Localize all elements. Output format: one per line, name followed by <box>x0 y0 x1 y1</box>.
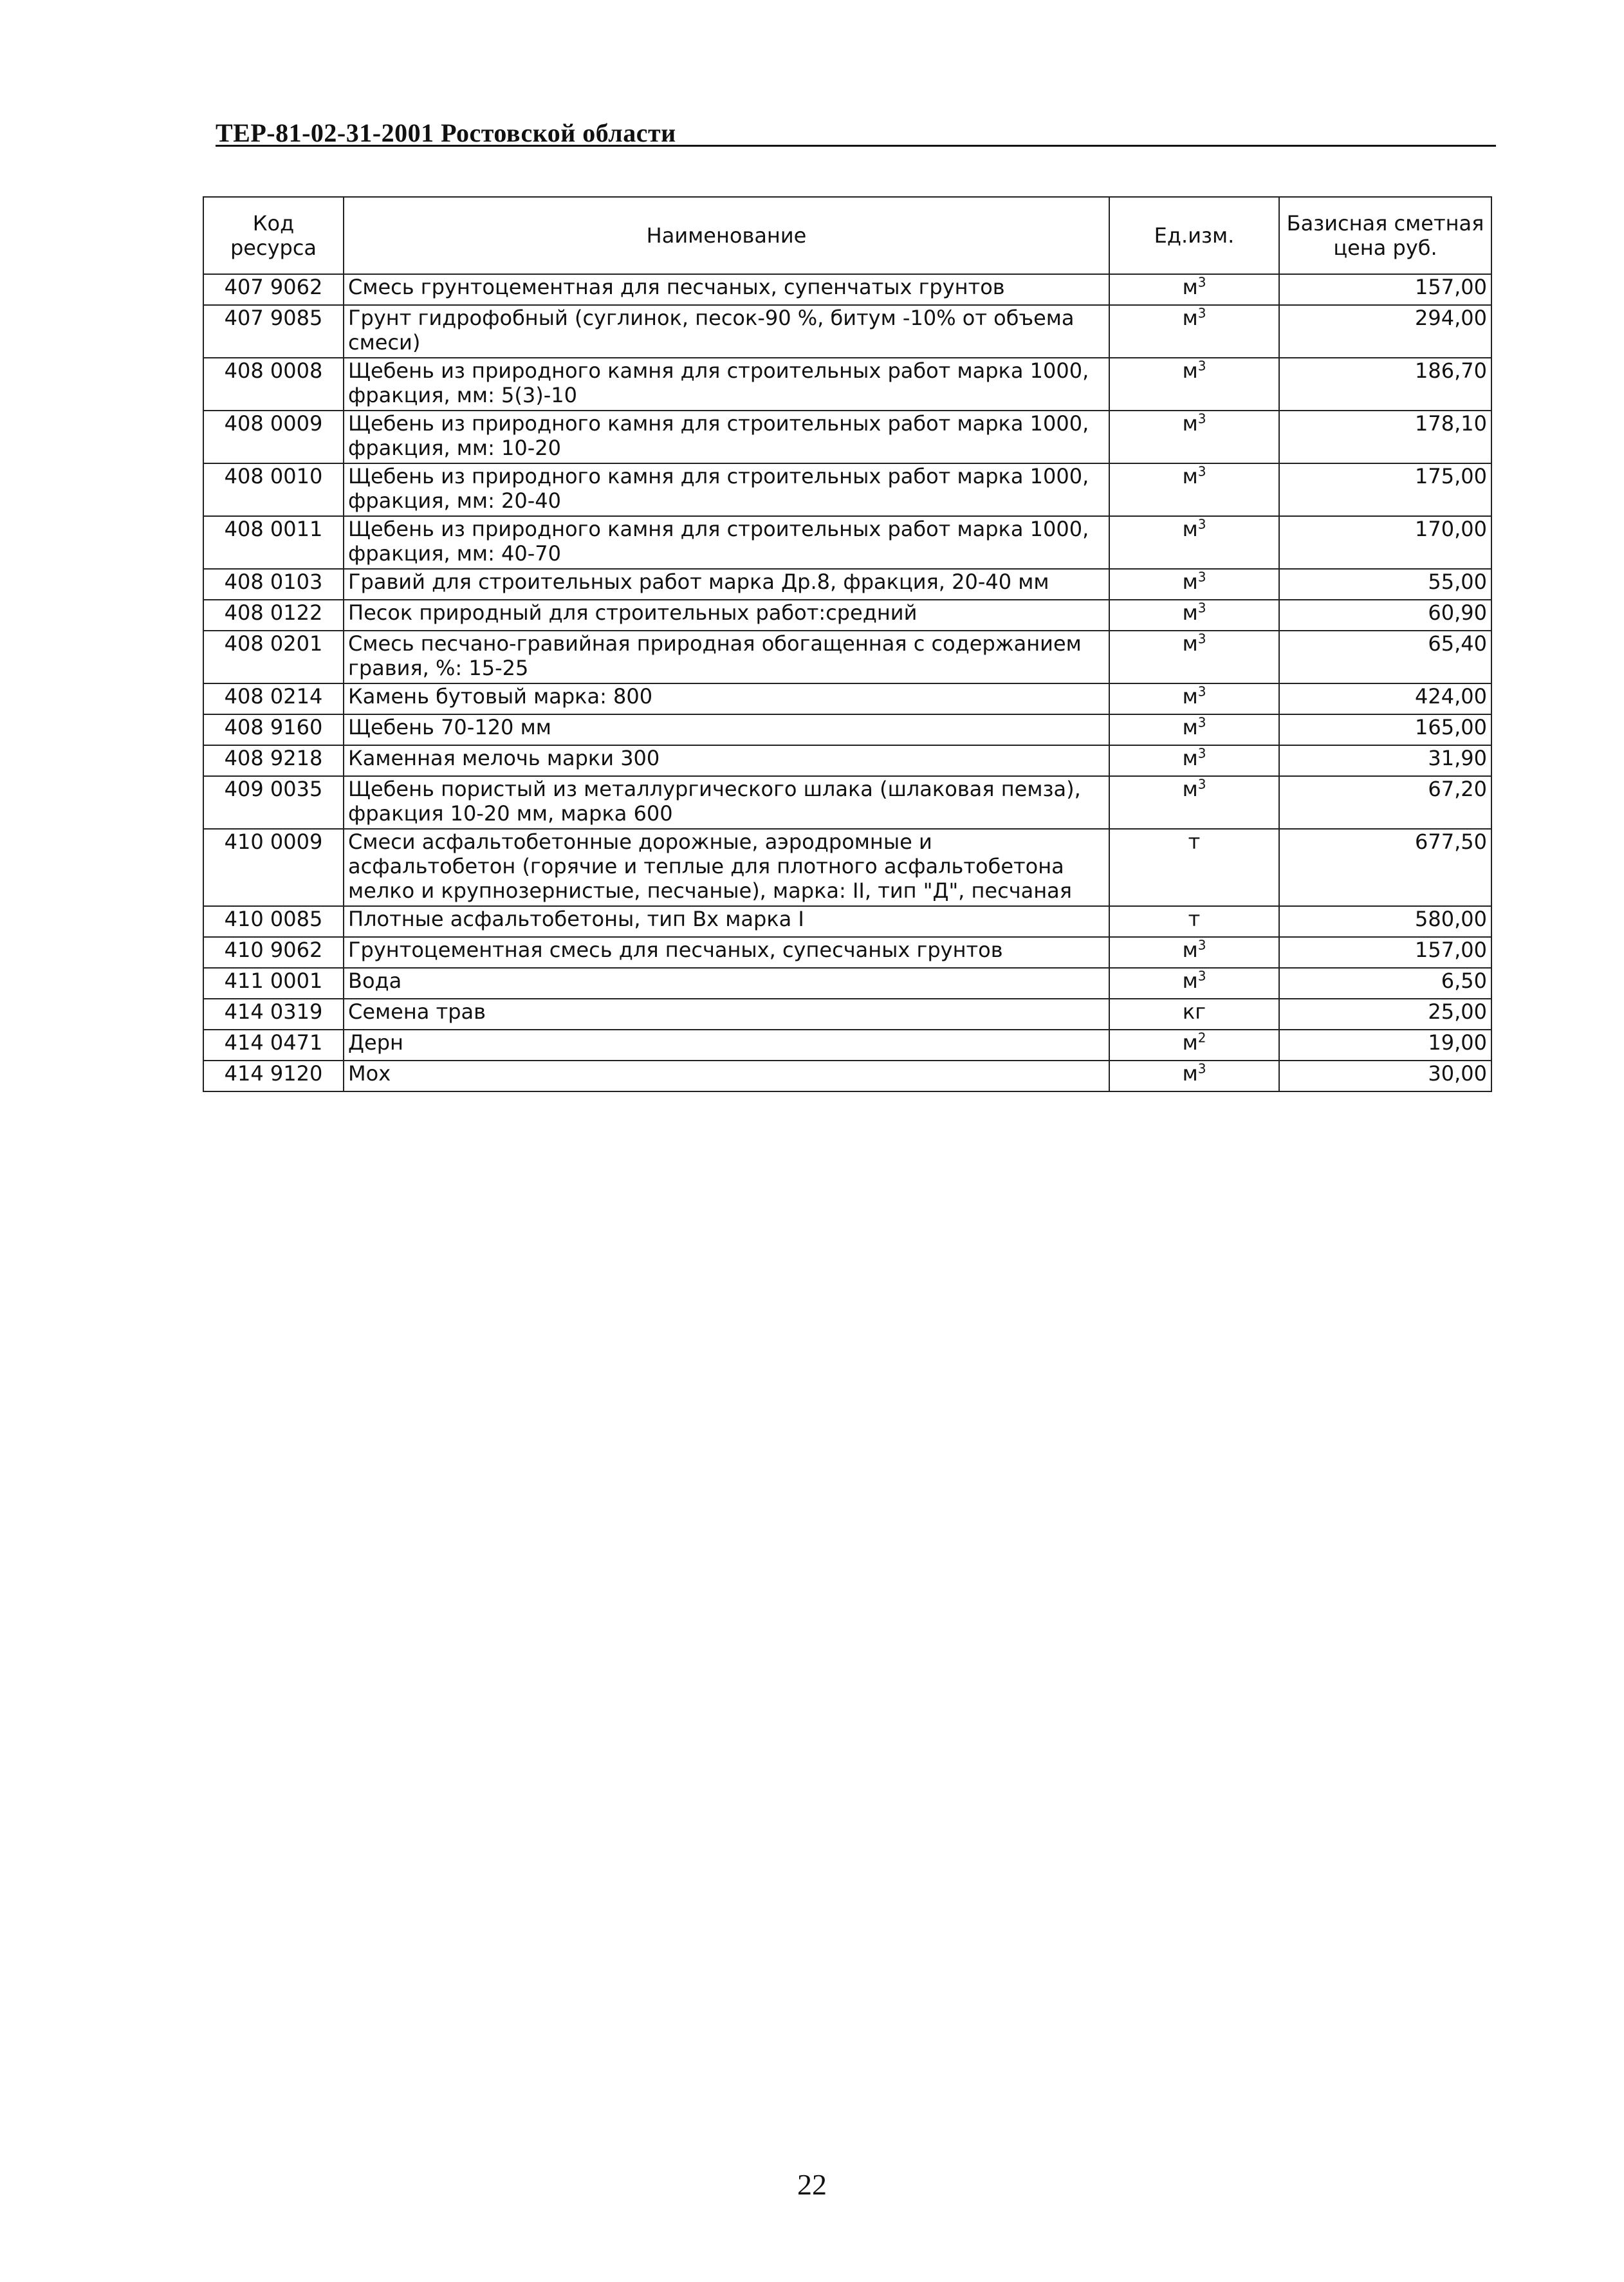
cell-code-text: 408 0201 <box>224 631 323 656</box>
cell-code-text: 408 0011 <box>224 517 323 541</box>
cell-price <box>1279 631 1491 683</box>
cell-name <box>344 358 1109 411</box>
cell-price-text: 157,00 <box>1415 275 1487 299</box>
cell-name <box>344 999 1109 1030</box>
cell-price-text: 67,20 <box>1428 777 1487 801</box>
cell-price-text: 30,00 <box>1428 1061 1487 1086</box>
cell-name-text: Смесь песчано-гравийная природная обогащенная с содержанием гравия, %: 15-25 <box>348 631 1082 680</box>
cell-code-text: 408 0122 <box>224 600 323 625</box>
cell-code-text: 407 9062 <box>224 275 323 299</box>
cell-price-text: 186,70 <box>1415 358 1487 383</box>
cell-unit <box>1109 714 1279 745</box>
cell-unit-text: м <box>1182 570 1198 594</box>
table-row <box>203 714 1491 745</box>
cell-price-text: 157,00 <box>1415 938 1487 962</box>
cell-code-text: 410 0009 <box>224 830 323 854</box>
cell-name <box>344 745 1109 776</box>
cell-price-text: 170,00 <box>1415 517 1487 541</box>
cell-code <box>203 274 344 305</box>
cell-name-text: Гравий для строительных работ марка Др.8, фракция, 20-40 мм <box>348 570 1049 594</box>
column-header-price: Базисная сметная цена руб. <box>1279 197 1491 274</box>
cell-name-text: Семена трав <box>348 999 486 1024</box>
unit-exponent: 3 <box>1197 516 1206 532</box>
unit-exponent: 3 <box>1197 463 1206 479</box>
cell-unit <box>1109 516 1279 569</box>
table-row <box>203 305 1491 358</box>
cell-code <box>203 569 344 600</box>
cell-unit <box>1109 776 1279 829</box>
cell-code <box>203 463 344 516</box>
cell-code-text: 414 0319 <box>224 999 323 1024</box>
table-body <box>203 274 1491 1091</box>
cell-price-text: 165,00 <box>1415 715 1487 739</box>
cell-unit-text: кг <box>1182 999 1206 1024</box>
cell-name <box>344 631 1109 683</box>
table-row <box>203 516 1491 569</box>
cell-name-text: Дерн <box>348 1030 403 1055</box>
cell-unit-text: м <box>1182 631 1198 656</box>
unit-exponent: 3 <box>1197 1061 1206 1077</box>
column-header-name: Наименование <box>344 197 1109 274</box>
table-row <box>203 600 1491 631</box>
cell-unit-text: м <box>1182 684 1198 709</box>
table-row <box>203 274 1491 305</box>
cell-name <box>344 776 1109 829</box>
cell-price <box>1279 776 1491 829</box>
cell-name-text: Щебень 70-120 мм <box>348 715 551 739</box>
cell-price <box>1279 463 1491 516</box>
cell-price-text: 424,00 <box>1415 684 1487 709</box>
cell-name-text: Песок природный для строительных работ:средний <box>348 600 918 625</box>
cell-unit-text: м <box>1182 411 1198 436</box>
cell-code <box>203 1061 344 1091</box>
cell-name <box>344 569 1109 600</box>
cell-name-text: Щебень пористый из металлургического шлака (шлаковая пемза), фракция 10-20 мм, марка 600 <box>348 777 1081 826</box>
unit-exponent: 3 <box>1197 683 1206 700</box>
cell-code <box>203 305 344 358</box>
cell-name-text: Смеси асфальтобетонные дорожные, аэродромные и асфальтобетон (горячие и теплые для плотного асфальтобетона мелко и крупнозернистые, песчаные), марка: II, тип "Д", песчаная <box>348 830 1072 903</box>
cell-name <box>344 463 1109 516</box>
cell-name <box>344 829 1109 906</box>
cell-name <box>344 683 1109 714</box>
cell-code <box>203 411 344 463</box>
table-row <box>203 463 1491 516</box>
cell-name <box>344 1030 1109 1061</box>
cell-price-text: 65,40 <box>1428 631 1487 656</box>
cell-unit <box>1109 937 1279 968</box>
cell-name <box>344 305 1109 358</box>
table-row <box>203 1061 1491 1091</box>
table-row <box>203 776 1491 829</box>
cell-code-text: 414 9120 <box>224 1061 323 1086</box>
cell-name-text: Смесь грунтоцементная для песчаных, супенчатых грунтов <box>348 275 1005 299</box>
cell-price <box>1279 906 1491 937</box>
cell-price <box>1279 305 1491 358</box>
cell-price <box>1279 274 1491 305</box>
unit-exponent: 3 <box>1197 600 1206 616</box>
cell-unit <box>1109 463 1279 516</box>
cell-unit-text: м <box>1182 517 1198 541</box>
cell-code <box>203 745 344 776</box>
cell-code <box>203 631 344 683</box>
cell-name <box>344 600 1109 631</box>
table-row <box>203 569 1491 600</box>
cell-name <box>344 1061 1109 1091</box>
cell-code <box>203 968 344 999</box>
unit-exponent: 3 <box>1197 358 1206 374</box>
unit-exponent: 3 <box>1197 569 1206 585</box>
cell-unit <box>1109 745 1279 776</box>
cell-code-text: 414 0471 <box>224 1030 323 1055</box>
cell-name-text: Вода <box>348 969 402 993</box>
cell-price-text: 175,00 <box>1415 464 1487 488</box>
cell-code-text: 410 9062 <box>224 938 323 962</box>
cell-price <box>1279 1030 1491 1061</box>
cell-price <box>1279 999 1491 1030</box>
cell-name <box>344 906 1109 937</box>
cell-price-text: 580,00 <box>1415 907 1487 931</box>
unit-exponent: 3 <box>1197 776 1206 792</box>
cell-unit-text: м <box>1182 358 1198 383</box>
cell-unit-text: м <box>1182 275 1198 299</box>
cell-code-text: 407 9085 <box>224 306 323 330</box>
unit-exponent: 3 <box>1197 274 1206 290</box>
cell-name-text: Камень бутовый марка: 800 <box>348 684 653 709</box>
cell-unit <box>1109 906 1279 937</box>
cell-code-text: 408 0103 <box>224 570 323 594</box>
cell-name <box>344 274 1109 305</box>
unit-exponent: 3 <box>1197 411 1206 427</box>
cell-name-text: Щебень из природного камня для строительных работ марка 1000, фракция, мм: 10-20 <box>348 411 1089 460</box>
cell-unit-text: м <box>1182 600 1198 625</box>
cell-price <box>1279 968 1491 999</box>
cell-code-text: 408 0008 <box>224 358 323 383</box>
page-header <box>216 119 1496 147</box>
cell-unit <box>1109 829 1279 906</box>
unit-exponent: 3 <box>1197 968 1206 984</box>
table-row <box>203 358 1491 411</box>
table-row <box>203 968 1491 999</box>
table-row <box>203 999 1491 1030</box>
cell-code <box>203 776 344 829</box>
column-header-unit: Ед.изм. <box>1109 197 1279 274</box>
cell-name-text: Грунтоцементная смесь для песчаных, супесчаных грунтов <box>348 938 1003 962</box>
table-row <box>203 745 1491 776</box>
cell-name-text: Плотные асфальтобетоны, тип Вх марка I <box>348 907 804 931</box>
cell-price <box>1279 683 1491 714</box>
cell-unit <box>1109 274 1279 305</box>
column-header-code: Код ресурса <box>203 197 344 274</box>
cell-unit-text: м <box>1182 969 1198 993</box>
cell-unit <box>1109 600 1279 631</box>
cell-price-text: 19,00 <box>1428 1030 1487 1055</box>
cell-price <box>1279 600 1491 631</box>
cell-unit-text: м <box>1182 1061 1198 1086</box>
cell-code-text: 410 0085 <box>224 907 323 931</box>
cell-name <box>344 411 1109 463</box>
cell-name-text: Мох <box>348 1061 391 1086</box>
cell-code <box>203 600 344 631</box>
cell-unit <box>1109 358 1279 411</box>
cell-code <box>203 1030 344 1061</box>
cell-code <box>203 516 344 569</box>
unit-exponent: 3 <box>1197 305 1206 321</box>
cell-price <box>1279 745 1491 776</box>
cell-price <box>1279 829 1491 906</box>
cell-code <box>203 937 344 968</box>
table-row <box>203 683 1491 714</box>
unit-exponent: 2 <box>1197 1030 1206 1046</box>
cell-code-text: 409 0035 <box>224 777 323 801</box>
cell-price-text: 294,00 <box>1415 306 1487 330</box>
cell-price-text: 677,50 <box>1415 830 1487 854</box>
cell-price <box>1279 411 1491 463</box>
cell-unit-text: т <box>1188 907 1201 931</box>
cell-price-text: 31,90 <box>1428 746 1487 770</box>
cell-name-text: Каменная мелочь марки 300 <box>348 746 660 770</box>
cell-price-text: 60,90 <box>1428 600 1487 625</box>
cell-price <box>1279 937 1491 968</box>
cell-code <box>203 829 344 906</box>
cell-name <box>344 714 1109 745</box>
cell-code <box>203 714 344 745</box>
cell-unit <box>1109 305 1279 358</box>
cell-code <box>203 683 344 714</box>
cell-price-text: 6,50 <box>1441 969 1487 993</box>
cell-unit-text: м <box>1182 715 1198 739</box>
cell-price <box>1279 714 1491 745</box>
cell-code-text: 408 0009 <box>224 411 323 436</box>
cell-code-text: 411 0001 <box>224 969 323 993</box>
cell-unit-text: м <box>1182 464 1198 488</box>
unit-exponent: 3 <box>1197 745 1206 761</box>
cell-unit <box>1109 968 1279 999</box>
cell-code <box>203 358 344 411</box>
cell-name <box>344 968 1109 999</box>
cell-code-text: 408 9218 <box>224 746 323 770</box>
unit-exponent: 3 <box>1197 937 1206 953</box>
cell-code <box>203 906 344 937</box>
cell-code-text: 408 0214 <box>224 684 323 709</box>
cell-unit <box>1109 1030 1279 1061</box>
cell-name-text: Щебень из природного камня для строительных работ марка 1000, фракция, мм: 5(3)-10 <box>348 358 1089 407</box>
cell-unit-text: м <box>1182 746 1198 770</box>
page-number: 22 <box>797 2168 827 2201</box>
table-row <box>203 937 1491 968</box>
cell-price-text: 25,00 <box>1428 999 1487 1024</box>
cell-unit <box>1109 411 1279 463</box>
cell-unit-text: м <box>1182 1030 1198 1055</box>
table-row <box>203 829 1491 906</box>
cell-unit-text: м <box>1182 938 1198 962</box>
cell-code-text: 408 9160 <box>224 715 323 739</box>
table-header-row <box>203 197 1491 274</box>
cell-name-text: Грунт гидрофобный (суглинок, песок-90 %, битум -10% от объема смеси) <box>348 306 1075 355</box>
cell-price <box>1279 569 1491 600</box>
cell-price-text: 178,10 <box>1415 411 1487 436</box>
cell-unit <box>1109 1061 1279 1091</box>
table-row <box>203 631 1491 683</box>
cell-name <box>344 516 1109 569</box>
resource-table <box>203 196 1492 1092</box>
cell-unit <box>1109 999 1279 1030</box>
cell-name-text: Щебень из природного камня для строительных работ марка 1000, фракция, мм: 20-40 <box>348 464 1089 513</box>
cell-code-text: 408 0010 <box>224 464 323 488</box>
cell-name <box>344 937 1109 968</box>
cell-price-text: 55,00 <box>1428 570 1487 594</box>
cell-unit <box>1109 631 1279 683</box>
cell-unit-text: м <box>1182 306 1198 330</box>
cell-unit <box>1109 569 1279 600</box>
cell-code <box>203 999 344 1030</box>
document-title: ТЕР-81-02-31-2001 Ростовской области <box>216 118 676 147</box>
cell-unit <box>1109 683 1279 714</box>
cell-price <box>1279 358 1491 411</box>
cell-price <box>1279 1061 1491 1091</box>
table-row <box>203 411 1491 463</box>
cell-unit-text: м <box>1182 777 1198 801</box>
unit-exponent: 3 <box>1197 714 1206 730</box>
cell-price <box>1279 516 1491 569</box>
table-row <box>203 1030 1491 1061</box>
cell-name-text: Щебень из природного камня для строительных работ марка 1000, фракция, мм: 40-70 <box>348 517 1089 566</box>
unit-exponent: 3 <box>1197 631 1206 647</box>
table-row <box>203 906 1491 937</box>
cell-unit-text: т <box>1188 830 1201 854</box>
